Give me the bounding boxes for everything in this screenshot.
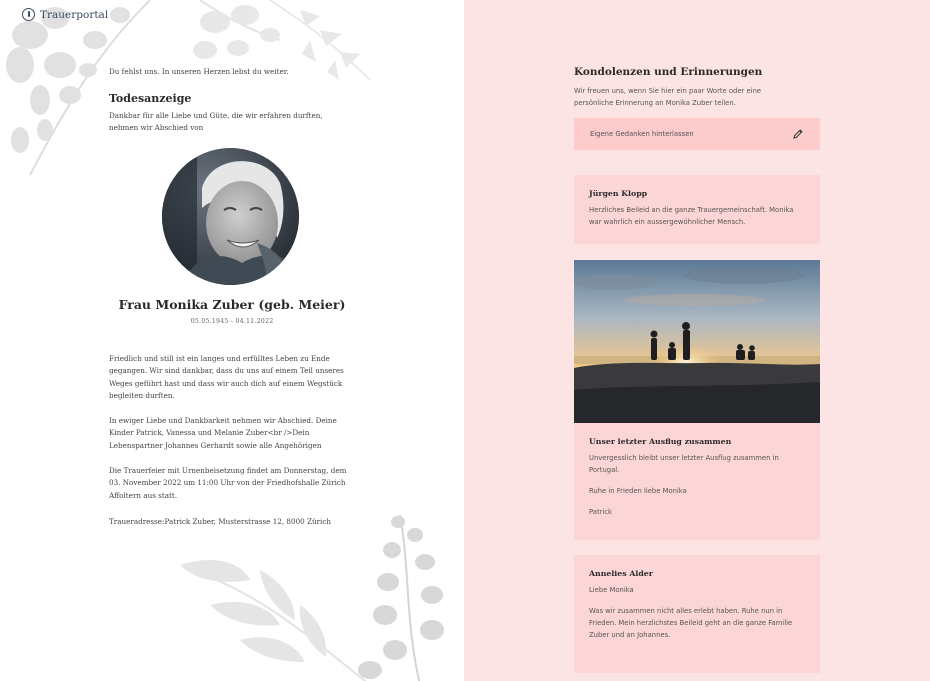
mourning-address: Traueradresse:Patrick Zuber, Musterstrasse 12, 8000 Zürich <box>109 517 332 526</box>
info-circle-icon <box>22 8 35 21</box>
memory-card <box>574 260 820 540</box>
brand-logo[interactable] <box>22 8 108 21</box>
deceased-name: Frau Monika Zuber (geb. Meier) <box>118 297 346 312</box>
obituary-intro: Dankbar für alle Liebe und Güte, die wir erfahren durften, nehmen wir Abschied von <box>109 111 323 132</box>
input-placeholder: Eigene Gedanken hinterlassen <box>590 130 694 138</box>
card-text: Ruhe in Frieden liebe Monika <box>589 487 687 495</box>
card-author: Unser letzter Ausflug zusammen <box>589 437 732 446</box>
obituary-heading: Todesanzeige <box>109 92 192 105</box>
brand-name: Trauerportal <box>40 8 109 21</box>
card-text: Was wir zusammen nicht alles erlebt haben. Ruhe nun in Frieden. Mein herzlichstes Beileid geht an die ganze Familie Zuber und an Johannes. <box>589 607 793 639</box>
leave-thoughts-input[interactable] <box>574 118 820 150</box>
condolences-title: Kondolenzen und Erinnerungen <box>574 66 763 78</box>
obituary-paragraph: Die Trauerfeier mit Urnenbeisetzung findet am Donnerstag, dem 03. November 2022 um 11:00 Uhr von der Friedhofshalle Zürich Affoltern aus statt. <box>109 466 347 500</box>
leaf-decoration-bottom <box>170 510 464 681</box>
card-author: Jürgen Klopp <box>589 189 648 198</box>
condolence-card <box>574 175 820 244</box>
condolences-subtitle: Wir freuen uns, wenn Sie hier ein paar Worte oder eine persönliche Erinnerung an Monika Zuber teilen. <box>574 87 762 107</box>
pencil-icon[interactable] <box>792 128 804 140</box>
memory-photo <box>574 260 820 423</box>
card-text: Unvergesslich bleibt unser letzter Ausflug zusammen in Portugal. <box>589 454 779 474</box>
card-text: Liebe Monika <box>589 586 634 594</box>
condolence-card <box>574 555 820 673</box>
card-text: Herzliches Beileid an die ganze Trauergemeinschaft. Monika war wahrlich ein aussergewöhnlicher Mensch. <box>589 206 794 226</box>
portrait-photo <box>162 148 299 285</box>
obituary-panel <box>0 0 464 681</box>
obituary-paragraph: In ewiger Liebe und Dankbarkeit nehmen wir Abschied. Deine Kinder Patrick, Vanessa und Melanie Zuber<br />Dein Lebenspartner Johannes Gerhardt sowie alle Angehörigen <box>109 416 337 450</box>
condolences-panel <box>464 0 930 681</box>
card-author: Annelies Alder <box>589 569 653 578</box>
obituary-paragraph: Friedlich und still ist ein langes und erfülltes Leben zu Ende gegangen. Wir sind dankbar, dass du uns auf einem Teil unseres Weges geführt hast und dass wir auch dich auf einem Wegstück begleiten durften. <box>109 354 344 400</box>
card-signature: Patrick <box>589 508 612 516</box>
life-dates: 05.05.1945 - 04.11.2022 <box>190 318 274 325</box>
tagline: Du fehlst uns. In unseren Herzen lebst du weiter. <box>109 67 289 76</box>
